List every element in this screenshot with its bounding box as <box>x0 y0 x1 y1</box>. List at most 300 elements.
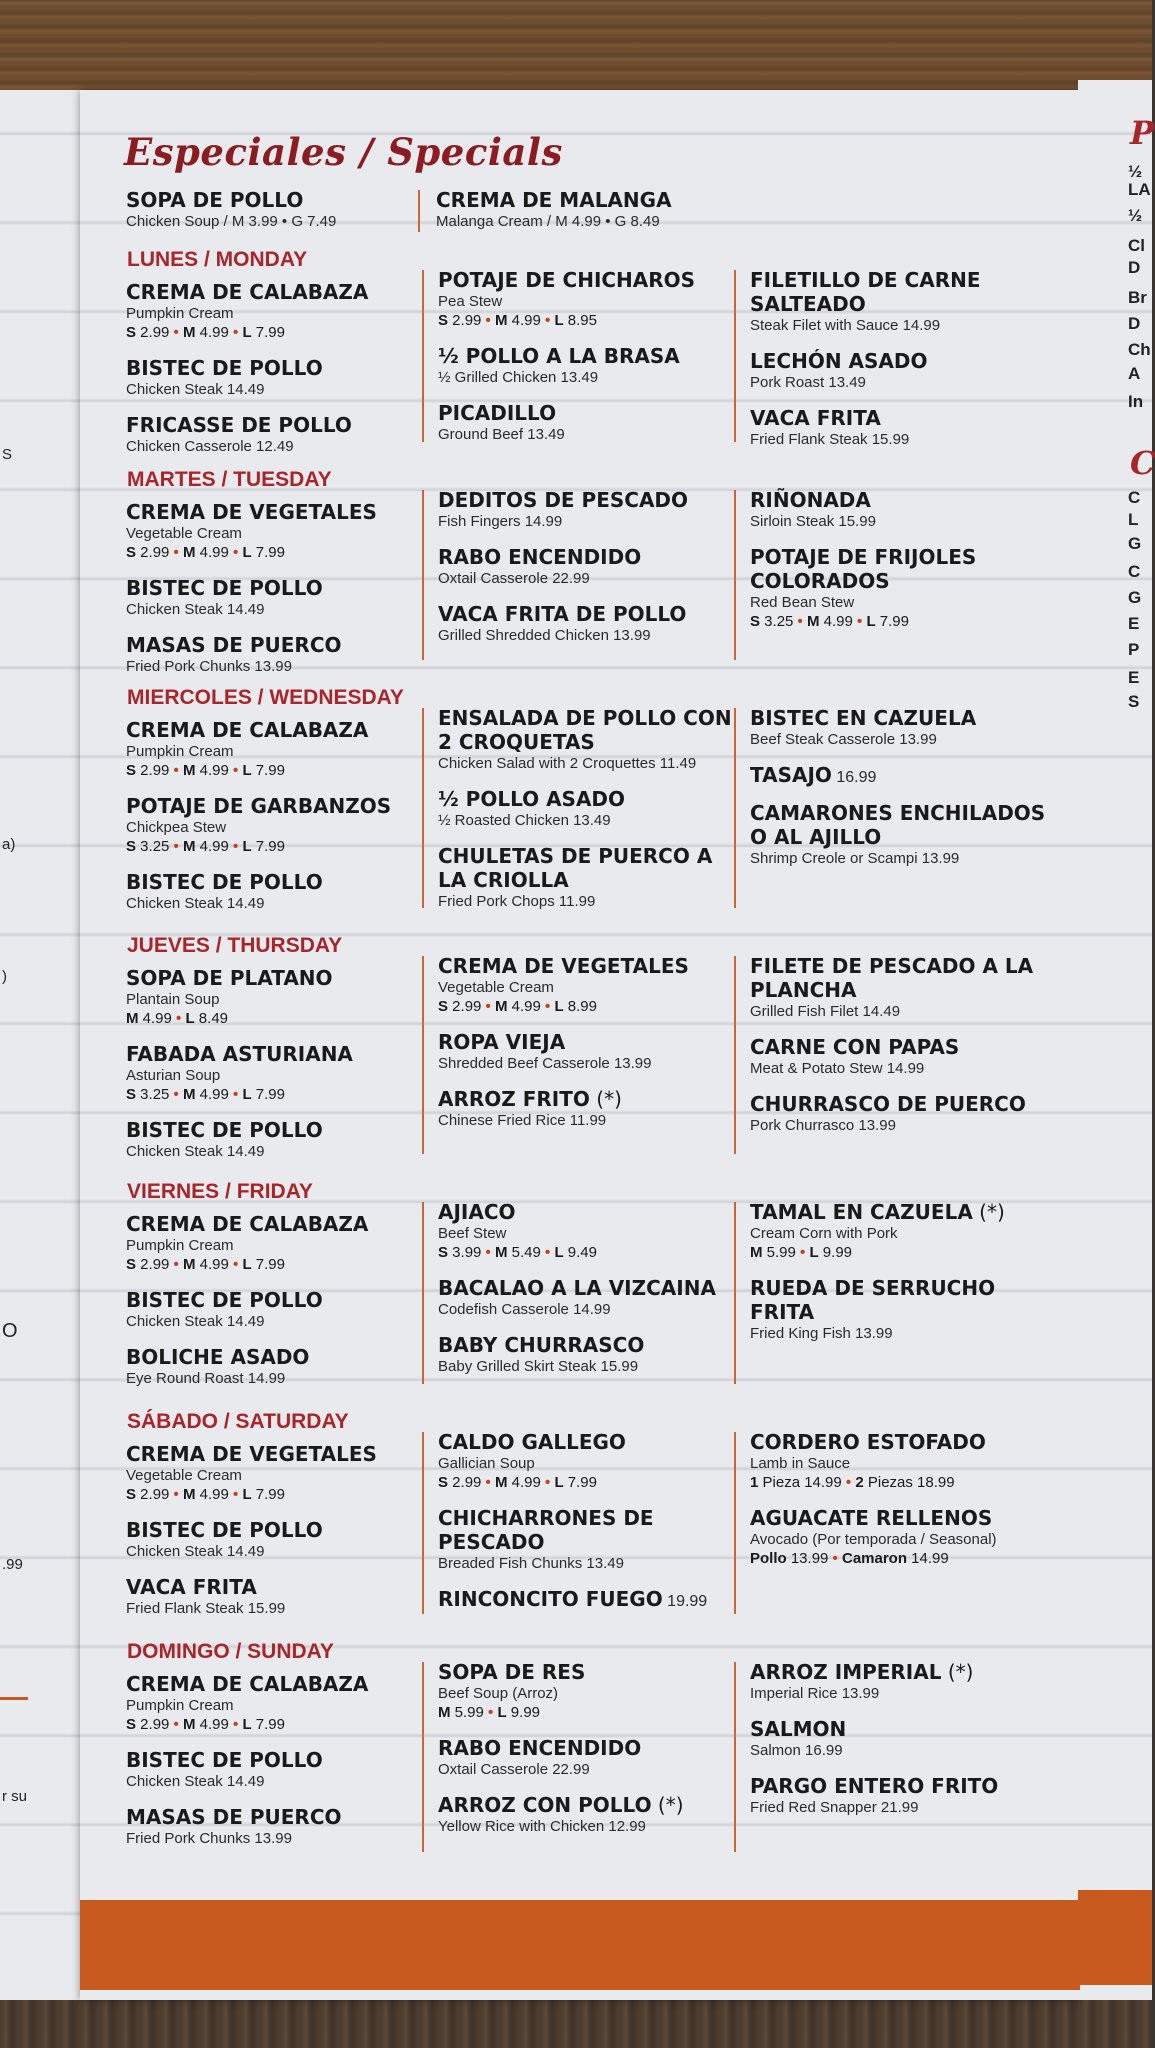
item-name-text: CHURRASCO DE PUERCO <box>750 1092 1026 1116</box>
menu-item <box>126 1805 416 1848</box>
bullet-dot: • <box>228 544 243 561</box>
item-name <box>436 188 736 212</box>
menu-item <box>438 1087 738 1130</box>
item-name-text: PARGO ENTERO FRITO <box>750 1774 999 1798</box>
right-panel-text-fragment: E <box>1128 668 1140 687</box>
day-column <box>438 1430 738 1625</box>
item-sizes: S 2.99 • M 4.99 • L 8.99 <box>438 998 597 1015</box>
menu-item <box>750 706 1060 749</box>
menu-item <box>436 188 736 231</box>
column-divider <box>422 956 424 1154</box>
item-name-text: CREMA DE CALABAZA <box>126 280 369 304</box>
menu-item <box>750 1430 1060 1492</box>
right-panel-text-fragment: C <box>1128 562 1141 581</box>
bullet-dot: • <box>228 762 243 779</box>
item-name <box>750 1717 1060 1741</box>
item-description: Fried Flank Steak 15.99 <box>750 431 910 448</box>
column-divider <box>734 708 736 908</box>
item-name <box>438 844 738 892</box>
item-name-text: SOPA DE PLATANO <box>126 966 333 990</box>
menu-item <box>750 1717 1060 1760</box>
menu-item <box>750 268 1060 335</box>
item-description: Fried Red Snapper 21.99 <box>750 1799 919 1816</box>
item-description: Breaded Fish Chunks 13.49 <box>438 1555 624 1572</box>
bullet-dot: • <box>228 1256 243 1273</box>
bullet-dot: • <box>228 324 243 341</box>
item-name-text: AJIACO <box>438 1200 516 1224</box>
item-name <box>750 1774 1060 1798</box>
bullet-dot: • <box>169 1086 183 1103</box>
item-name <box>750 488 1060 512</box>
menu-item <box>126 1442 416 1504</box>
item-description: Meat & Potato Stew 14.99 <box>750 1060 925 1077</box>
item-name-text: CHICHARRONES DE PESCADO <box>438 1506 654 1554</box>
menu-item <box>438 602 738 645</box>
item-name-text: BISTEC EN CAZUELA <box>750 706 977 730</box>
day-column <box>438 706 738 925</box>
right-panel-text-fragment: Ch <box>1128 340 1151 359</box>
item-description: Chicken Casserole 12.49 <box>126 438 294 455</box>
item-name-text: BOLICHE ASADO <box>126 1345 310 1369</box>
bullet-dot: • <box>481 1474 495 1491</box>
item-description: Red Bean Stew <box>750 594 855 611</box>
menu-item <box>126 356 416 399</box>
item-name <box>438 1087 738 1111</box>
menu-right-bottom-band <box>1078 1890 1152 1985</box>
menu-item <box>750 763 1060 787</box>
item-name-text: BISTEC DE POLLO <box>126 356 323 380</box>
menu-item <box>438 787 738 830</box>
menu-item <box>750 1276 1060 1343</box>
column-divider <box>422 1432 424 1614</box>
item-name <box>438 1793 738 1817</box>
item-name-text: RUEDA DE SERRUCHO FRITA <box>750 1276 996 1324</box>
menu-item <box>750 1660 1060 1703</box>
item-name <box>750 763 1060 787</box>
bullet-dot: • <box>228 1086 243 1103</box>
menu-bottom-band <box>80 1900 1080 1990</box>
item-name <box>438 1430 738 1454</box>
day-column <box>750 1200 1060 1357</box>
item-name <box>750 545 1060 593</box>
left-panel-text-fragment: a) <box>2 836 16 853</box>
item-name-text: FILETE DE PESCADO A LA PLANCHA <box>750 954 1034 1002</box>
bullet-dot: • <box>169 324 183 341</box>
item-sizes: S 3.99 • M 5.49 • L 9.49 <box>438 1244 597 1261</box>
day-column <box>750 706 1060 882</box>
item-name-text: MASAS DE PUERCO <box>126 1805 342 1829</box>
column-divider <box>422 1662 424 1852</box>
item-name-text: CAMARONES ENCHILADOS O AL AJILLO <box>750 801 1046 849</box>
menu-item <box>438 545 738 588</box>
item-name-text: BISTEC DE POLLO <box>126 1518 323 1542</box>
item-name <box>126 870 416 894</box>
item-description: Pork Churrasco 13.99 <box>750 1117 896 1134</box>
day-column <box>438 1660 738 1850</box>
top-special-column <box>436 188 736 245</box>
item-name-text: RIÑONADA <box>750 488 871 512</box>
item-description: Pumpkin Cream <box>126 1237 234 1254</box>
right-panel-text-fragment: LA <box>1128 180 1151 199</box>
menu-item <box>438 1333 738 1376</box>
item-name-text: BACALAO A LA VIZCAINA <box>438 1276 716 1300</box>
item-name-text: ENSALADA DE POLLO CON 2 CROQUETAS <box>438 706 732 754</box>
item-name <box>126 1575 416 1599</box>
menu-item <box>438 268 738 330</box>
bullet-dot: • <box>540 1244 555 1261</box>
item-name <box>126 576 416 600</box>
item-description: Chicken Steak 14.49 <box>126 895 265 912</box>
item-description: Avocado (Por temporada / Seasonal) <box>750 1531 997 1548</box>
item-sizes: S 2.99 • M 4.99 • L 7.99 <box>126 1486 285 1503</box>
item-name <box>750 1092 1060 1116</box>
item-name-text: SALMON <box>750 1717 847 1741</box>
menu-item <box>126 870 416 913</box>
bullet-dot: • <box>169 1486 183 1503</box>
item-mark: (*) <box>651 1793 684 1817</box>
item-name <box>750 954 1060 1002</box>
item-name-text: TASAJO <box>750 763 832 787</box>
menu-item <box>438 1736 738 1779</box>
bullet-dot: • <box>481 1244 495 1261</box>
bullet-dot: • <box>540 998 555 1015</box>
item-description: Codefish Casserole 14.99 <box>438 1301 611 1318</box>
item-sizes: 1 Pieza 14.99 • 2 Piezas 18.99 <box>750 1474 955 1491</box>
column-divider <box>734 1202 736 1384</box>
menu-item <box>126 633 416 676</box>
item-name-text: PICADILLO <box>438 401 557 425</box>
item-description: Beef Soup (Arroz) <box>438 1685 559 1702</box>
item-name <box>750 349 1060 373</box>
bullet-dot: • <box>481 998 495 1015</box>
day-column <box>126 718 416 927</box>
item-sizes: S 3.25 • M 4.99 • L 7.99 <box>126 838 285 855</box>
item-description: Fish Fingers 14.99 <box>438 513 563 530</box>
menu-item <box>438 401 738 444</box>
item-sizes: M 5.99 • L 9.99 <box>750 1244 853 1261</box>
day-heading: SÁBADO / SATURDAY <box>127 1410 349 1433</box>
item-name <box>126 718 416 742</box>
item-name-text: ARROZ CON POLLO <box>438 1793 652 1817</box>
right-panel-text-fragment: C <box>1128 488 1141 507</box>
right-panel-text-fragment: C <box>1130 444 1155 482</box>
item-description: Vegetable Cream <box>126 1467 242 1484</box>
item-name-text: VACA FRITA <box>126 1575 257 1599</box>
left-panel-text-fragment: .99 <box>2 1556 23 1573</box>
item-name <box>750 706 1060 730</box>
day-column <box>126 500 416 690</box>
item-name-text: SOPA DE RES <box>438 1660 586 1684</box>
day-column <box>750 954 1060 1149</box>
item-name-text: BISTEC DE POLLO <box>126 870 323 894</box>
column-divider <box>734 270 736 442</box>
bullet-dot: • <box>171 1010 186 1027</box>
menu-item <box>126 576 416 619</box>
item-name-text: VACA FRITA <box>750 406 881 430</box>
item-sizes: S 2.99 • M 4.99 • L 7.99 <box>126 324 285 341</box>
item-name-text: CREMA DE CALABAZA <box>126 1672 369 1696</box>
item-name <box>750 1660 1060 1684</box>
item-sizes: Pollo 13.99 • Camaron 14.99 <box>750 1550 949 1567</box>
item-description: Chicken Steak 14.49 <box>126 1773 265 1790</box>
item-description: ½ Grilled Chicken 13.49 <box>438 369 599 386</box>
item-description: Chinese Fried Rice 11.99 <box>438 1112 607 1129</box>
left-panel-text-fragment: O <box>2 1320 18 1342</box>
day-heading: MIERCOLES / WEDNESDAY <box>127 686 404 709</box>
item-name-text: ARROZ IMPERIAL <box>750 1660 942 1684</box>
item-name-text: CARNE CON PAPAS <box>750 1035 960 1059</box>
item-sizes: M 4.99 • L 8.49 <box>126 1010 229 1027</box>
right-panel-text-fragment: ½ <box>1128 206 1143 225</box>
item-name <box>438 1276 738 1300</box>
item-name-text: ½ POLLO A LA BRASA <box>438 344 680 368</box>
item-name <box>126 1118 416 1142</box>
item-description: Oxtail Casserole 22.99 <box>438 1761 590 1778</box>
menu-item <box>126 1118 416 1161</box>
item-description: Beef Stew <box>438 1225 507 1242</box>
item-name <box>438 602 738 626</box>
item-name-text: DEDITOS DE PESCADO <box>438 488 689 512</box>
item-mark: (*) <box>972 1200 1005 1224</box>
item-name <box>750 1200 1060 1224</box>
right-panel-text-fragment: In <box>1128 392 1144 411</box>
item-description: Pumpkin Cream <box>126 1697 234 1714</box>
item-name <box>438 1030 738 1054</box>
day-column <box>750 268 1060 463</box>
item-description: Grilled Shredded Chicken 13.99 <box>438 627 651 644</box>
item-name <box>438 954 738 978</box>
item-description: Fried Pork Chunks 13.99 <box>126 1830 292 1847</box>
menu-item <box>438 488 738 531</box>
item-description: Chickpea Stew <box>126 819 227 836</box>
item-description: Imperial Rice 13.99 <box>750 1685 880 1702</box>
item-name <box>750 406 1060 430</box>
bullet-dot: • <box>228 838 243 855</box>
left-panel-text-fragment: ) <box>2 968 7 985</box>
item-sizes: S 2.99 • M 4.99 • L 7.99 <box>126 1256 285 1273</box>
menu-item <box>126 1672 416 1734</box>
left-panel-text-fragment: S <box>2 446 13 463</box>
day-column <box>126 1672 416 1862</box>
day-column <box>126 280 416 470</box>
bullet-dot: • <box>828 1550 842 1567</box>
item-sizes: S 2.99 • M 4.99 • L 7.99 <box>126 544 285 561</box>
item-sizes: S 2.99 • M 4.99 • L 7.99 <box>126 1716 285 1733</box>
menu-item <box>126 1042 416 1104</box>
item-name <box>438 401 738 425</box>
menu-item <box>438 844 738 911</box>
item-description: Plantain Soup <box>126 991 220 1008</box>
item-name <box>750 268 1060 316</box>
item-name <box>438 488 738 512</box>
menu-item <box>438 1660 738 1722</box>
item-sizes: S 2.99 • M 4.99 • L 7.99 <box>438 1474 597 1491</box>
menu-item <box>126 1518 416 1561</box>
item-description: Salmon 16.99 <box>750 1742 843 1759</box>
menu-item <box>750 1092 1060 1135</box>
item-name <box>438 1587 738 1611</box>
right-panel-text-fragment: G <box>1128 588 1142 607</box>
item-name-text: RABO ENCENDIDO <box>438 1736 642 1760</box>
item-description: Ground Beef 13.49 <box>438 426 565 443</box>
item-name-text: CREMA DE CALABAZA <box>126 718 369 742</box>
right-panel-text-fragment: S <box>1128 692 1140 711</box>
item-name-text: BABY CHURRASCO <box>438 1333 645 1357</box>
item-description: Eye Round Roast 14.99 <box>126 1370 286 1387</box>
item-description: Yellow Rice with Chicken 12.99 <box>438 1818 646 1835</box>
item-name-text: LECHÓN ASADO <box>750 349 928 373</box>
menu-item <box>438 1430 738 1492</box>
column-divider <box>422 490 424 660</box>
right-panel-text-fragment: P <box>1128 640 1140 659</box>
item-name <box>126 356 416 380</box>
menu-item <box>438 706 738 773</box>
bullet-dot: • <box>169 1716 183 1733</box>
right-panel-text-fragment: L <box>1128 510 1139 529</box>
item-description: Fried Pork Chops 11.99 <box>438 893 596 910</box>
menu-item <box>750 406 1060 449</box>
item-name-text: MASAS DE PUERCO <box>126 633 342 657</box>
item-description: Chicken Steak 14.49 <box>126 381 265 398</box>
menu-item <box>750 1200 1060 1262</box>
menu-item <box>750 488 1060 531</box>
item-name <box>438 1333 738 1357</box>
item-name-text: BISTEC DE POLLO <box>126 1118 323 1142</box>
item-name <box>126 1672 416 1696</box>
bullet-dot: • <box>793 613 807 630</box>
item-name-text: POTAJE DE FRIJOLES COLORADOS <box>750 545 977 593</box>
bullet-dot: • <box>169 762 183 779</box>
right-panel-text-fragment: ½ <box>1128 162 1143 181</box>
right-panel-text-fragment: Cl <box>1128 236 1145 255</box>
left-panel-orange-rule <box>0 1697 28 1700</box>
menu-item <box>438 1030 738 1073</box>
menu-item <box>126 1748 416 1791</box>
item-description: Shrimp Creole or Scampi 13.99 <box>750 850 960 867</box>
item-name <box>438 1200 738 1224</box>
menu-item <box>126 413 416 456</box>
bullet-dot: • <box>852 613 867 630</box>
item-sizes: S 2.99 • M 4.99 • L 7.99 <box>126 762 285 779</box>
item-description: Pumpkin Cream <box>126 305 234 322</box>
item-name <box>126 1212 416 1236</box>
item-name <box>750 1276 1060 1324</box>
menu-left-panel <box>0 90 80 2000</box>
menu-item <box>438 344 738 387</box>
menu-item <box>126 1345 416 1388</box>
menu-item <box>750 1774 1060 1817</box>
item-description: Chicken Salad with 2 Croquettes 11.49 <box>438 755 697 772</box>
item-description: Sirloin Steak 15.99 <box>750 513 876 530</box>
item-name <box>126 966 416 990</box>
item-price: 16.99 <box>831 769 877 786</box>
menu-item <box>750 1506 1060 1568</box>
item-name-text: BISTEC DE POLLO <box>126 1748 323 1772</box>
bullet-dot: • <box>169 838 183 855</box>
item-name <box>750 1506 1060 1530</box>
bullet-dot: • <box>841 1474 856 1491</box>
item-name <box>438 268 738 292</box>
item-description: Steak Filet with Sauce 14.99 <box>750 317 941 334</box>
item-description: Grilled Fish Filet 14.49 <box>750 1003 901 1020</box>
menu-item <box>126 794 416 856</box>
menu-item <box>750 954 1060 1021</box>
bullet-dot: • <box>228 1486 243 1503</box>
item-name-text: CREMA DE CALABAZA <box>126 1212 369 1236</box>
menu-item <box>126 718 416 780</box>
item-name <box>126 1042 416 1066</box>
item-name <box>126 1442 416 1466</box>
item-sizes: S 3.25 • M 4.99 • L 7.99 <box>750 613 909 630</box>
item-sizes: S 3.25 • M 4.99 • L 7.99 <box>126 1086 285 1103</box>
day-heading: JUEVES / THURSDAY <box>127 934 343 957</box>
menu-right-panel <box>1078 80 1155 2000</box>
menu-item <box>750 349 1060 392</box>
item-name <box>750 1430 1060 1454</box>
right-panel-text-fragment: D <box>1128 258 1141 277</box>
item-name-text: CORDERO ESTOFADO <box>750 1430 986 1454</box>
bullet-dot: • <box>540 312 555 329</box>
item-name <box>126 500 416 524</box>
item-description: Vegetable Cream <box>126 525 242 542</box>
bullet-dot: • <box>481 312 495 329</box>
day-column <box>438 1200 738 1390</box>
item-name <box>126 188 416 212</box>
day-column <box>750 1660 1060 1831</box>
menu-item <box>750 1035 1060 1078</box>
item-name <box>126 1805 416 1829</box>
day-column <box>438 268 738 458</box>
item-name <box>126 280 416 304</box>
item-description: Chicken Steak 14.49 <box>126 1543 265 1560</box>
bullet-dot: • <box>169 1256 183 1273</box>
item-description: Baby Grilled Skirt Steak 15.99 <box>438 1358 639 1375</box>
item-name <box>438 706 738 754</box>
right-panel-text-fragment: A <box>1128 364 1141 383</box>
column-divider <box>734 1432 736 1614</box>
item-description: Beef Steak Casserole 13.99 <box>750 731 937 748</box>
bullet-dot: • <box>540 1474 555 1491</box>
item-name <box>126 1748 416 1772</box>
item-name-text: RABO ENCENDIDO <box>438 545 642 569</box>
item-name <box>438 787 738 811</box>
item-name <box>126 413 416 437</box>
day-column <box>750 488 1060 645</box>
item-name-text: AGUACATE RELLENOS <box>750 1506 993 1530</box>
item-name-text: TAMAL EN CAZUELA <box>750 1200 973 1224</box>
day-column <box>438 488 738 659</box>
right-panel-text-fragment: G <box>1128 534 1142 553</box>
menu-item <box>438 1200 738 1262</box>
column-divider <box>422 708 424 908</box>
menu-item <box>126 280 416 342</box>
item-name-text: ROPA VIEJA <box>438 1030 566 1054</box>
item-description: Oxtail Casserole 22.99 <box>438 570 590 587</box>
bullet-dot: • <box>483 1704 498 1721</box>
item-name <box>438 344 738 368</box>
menu-item <box>126 1212 416 1274</box>
item-name <box>750 1035 1060 1059</box>
item-description: Gallician Soup <box>438 1455 535 1472</box>
item-name <box>126 633 416 657</box>
item-mark: (*) <box>589 1087 622 1111</box>
item-description: Asturian Soup <box>126 1067 221 1084</box>
item-description: Pork Roast 13.49 <box>750 374 866 391</box>
menu-item <box>126 500 416 562</box>
item-name-text: CHULETAS DE PUERCO A LA CRIOLLA <box>438 844 713 892</box>
item-name <box>438 1660 738 1684</box>
item-description: Lamb in Sauce <box>750 1455 851 1472</box>
